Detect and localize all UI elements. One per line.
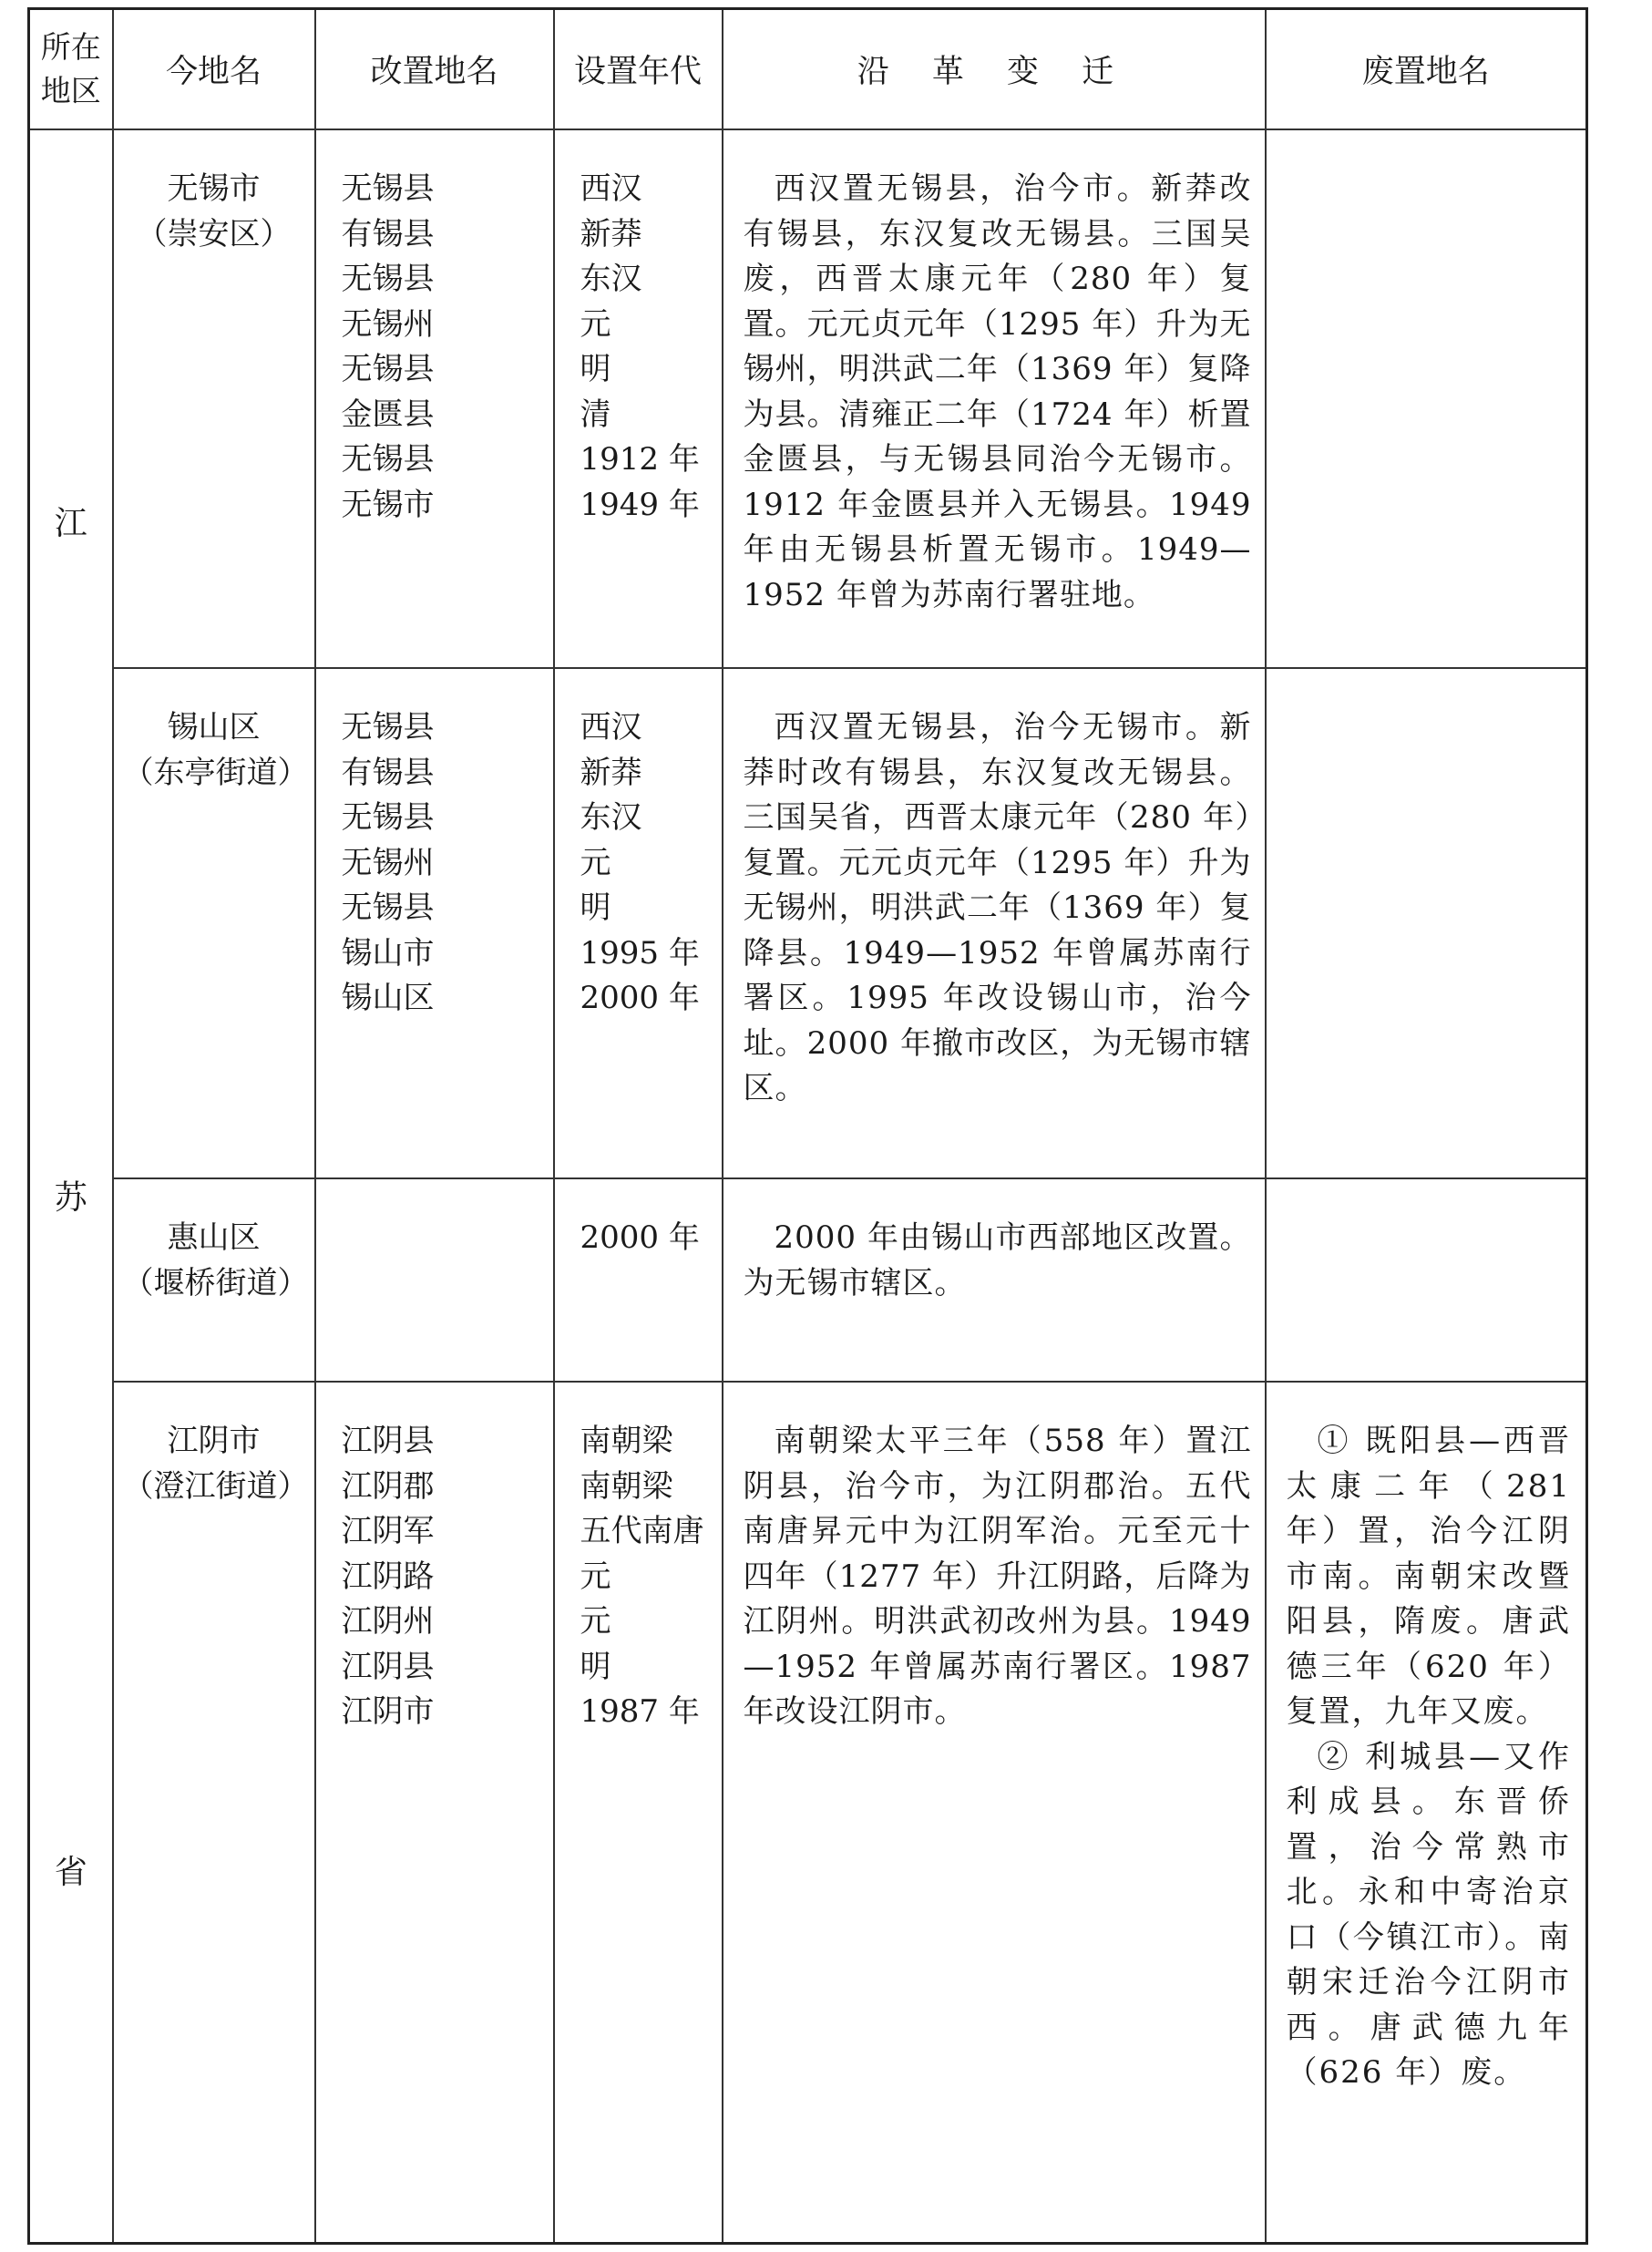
header-era: 设置年代 — [554, 9, 723, 130]
era-item: 1987 年 — [580, 1693, 700, 1730]
abolished-cell — [1266, 129, 1587, 668]
abolished-cell — [1266, 668, 1587, 1178]
era-item: 南朝梁 — [580, 1467, 673, 1505]
header-region-line1: 所在 — [40, 29, 101, 65]
renamed-item: 江阴州 — [341, 1603, 435, 1640]
table-row — [29, 1382, 1587, 2244]
era-item: 元 — [580, 844, 611, 881]
current-name: 无锡市 — [167, 170, 261, 207]
era-item: 明 — [580, 351, 611, 387]
history-cell: 西汉置无锡县，治今无锡市。新莽时改有锡县，东汉复改无锡县。三国吴省，西晋太康元年（280 年）复置。元元贞元年（1295 年）升为无锡州，明洪武二年（1369 年）复降县。1949—1952 年曾属苏南行署区。1995 年改设锡山市，治今址。2000 年撤市改区，为无锡市辖区。 — [723, 668, 1266, 1178]
current-name: 锡山区 — [167, 709, 261, 746]
history-cell: 2000 年由锡山市西部地区改置。为无锡市辖区。 — [723, 1178, 1266, 1382]
current-seat: （东亭街道） — [122, 754, 309, 791]
renamed-item: 金匮县 — [341, 396, 435, 433]
header-row — [29, 9, 1587, 130]
era-cell — [554, 1178, 723, 1382]
header-abolished: 废置地名 — [1266, 9, 1587, 130]
renamed-item: 无锡县 — [341, 709, 435, 746]
current-name: 惠山区 — [167, 1219, 261, 1256]
region-char: 苏 — [54, 1179, 87, 1217]
current-seat: （崇安区） — [136, 215, 292, 252]
region-cell — [29, 129, 113, 2244]
era-item: 明 — [580, 889, 611, 926]
renamed-item: 无锡县 — [341, 261, 435, 297]
region-char: 江 — [54, 505, 87, 542]
era-item: 2000 年 — [580, 980, 700, 1016]
era-item: 西汉 — [580, 709, 642, 746]
renamed-item: 无锡县 — [341, 170, 435, 207]
era-item: 五代南唐 — [580, 1513, 704, 1549]
era-item: 东汉 — [580, 261, 642, 297]
era-item: 2000 年 — [580, 1219, 700, 1256]
region-char: 省 — [54, 1854, 87, 1891]
abolished-cell — [1266, 1382, 1587, 2244]
renamed-item: 锡山市 — [341, 934, 435, 972]
renamed-item: 有锡县 — [341, 754, 435, 791]
renamed-item: 江阴县 — [341, 1648, 435, 1685]
renamed-item: 江阴郡 — [341, 1467, 435, 1505]
era-item: 元 — [580, 305, 611, 343]
era-cell — [554, 668, 723, 1178]
renamed-item: 江阴军 — [341, 1513, 435, 1549]
era-item: 清 — [580, 396, 611, 433]
abolished-entry: ① 既阳县—西晋太康二年（281 年）置，治今江阴市南。南朝宋改暨阳县，隋废。唐武德三年（620 年）复置，九年又废。 — [1286, 1423, 1571, 1730]
abolished-entry: ② 利城县—又作利成县。东晋侨置，治今常熟市北。永和中寄治京口（今镇江市）。南朝宋迁治今江阴市西。唐武德九年（626 年）废。 — [1286, 1738, 1571, 2091]
header-renamed: 改置地名 — [315, 9, 554, 130]
current-name-cell — [113, 1382, 315, 2244]
renamed-item: 江阴县 — [341, 1423, 435, 1459]
renamed-item: 无锡县 — [341, 351, 435, 387]
renamed-cell — [315, 1382, 554, 2244]
current-name-cell — [113, 129, 315, 668]
header-history: 沿 革 变 迁 — [723, 9, 1266, 130]
renamed-item: 江阴市 — [341, 1693, 435, 1730]
renamed-item: 无锡州 — [341, 305, 435, 343]
era-item: 南朝梁 — [580, 1423, 673, 1459]
era-item: 1949 年 — [580, 486, 700, 523]
era-item: 东汉 — [580, 799, 642, 836]
renamed-item: 锡山区 — [341, 980, 435, 1016]
header-current-name: 今地名 — [113, 9, 315, 130]
era-item: 明 — [580, 1648, 611, 1685]
current-name-cell — [113, 668, 315, 1178]
era-item: 1912 年 — [580, 441, 700, 478]
era-item: 西汉 — [580, 170, 642, 207]
gazetteer-page — [27, 7, 1585, 2245]
era-item: 新莽 — [580, 215, 642, 252]
renamed-cell — [315, 668, 554, 1178]
current-name-cell — [113, 1178, 315, 1382]
era-item: 1995 年 — [580, 934, 700, 972]
era-cell — [554, 1382, 723, 2244]
table-row — [29, 668, 1587, 1178]
era-cell — [554, 129, 723, 668]
current-name: 江阴市 — [167, 1423, 261, 1459]
renamed-item: 无锡县 — [341, 889, 435, 926]
renamed-cell — [315, 129, 554, 668]
renamed-item: 无锡州 — [341, 844, 435, 881]
current-seat: （澄江街道） — [122, 1467, 309, 1505]
history-cell: 西汉置无锡县，治今市。新莽改有锡县，东汉复改无锡县。三国吴废，西晋太康元年（280 年）复置。元元贞元年（1295 年）升为无锡州，明洪武二年（1369 年）复降为县。清雍正二年（1724 年）析置金匮县，与无锡县同治今无锡市。1912 年金匮县并入无锡县。1949 年由无锡县析置无锡市。1949—1952 年曾为苏南行署驻地。 — [723, 129, 1266, 668]
era-item: 元 — [580, 1603, 611, 1640]
header-region — [29, 9, 113, 130]
renamed-cell — [315, 1178, 554, 1382]
era-item: 新莽 — [580, 754, 642, 791]
renamed-item: 无锡县 — [341, 441, 435, 478]
header-region-line2: 地区 — [40, 73, 101, 108]
table-row — [29, 129, 1587, 668]
current-seat: （堰桥街道） — [122, 1264, 309, 1301]
era-item: 元 — [580, 1558, 611, 1595]
renamed-item: 无锡市 — [341, 486, 435, 523]
gazetteer-table — [27, 7, 1588, 2245]
history-cell: 南朝梁太平三年（558 年）置江阴县，治今市，为江阴郡治。五代南唐昇元中为江阴军治。元至元十四年（1277 年）升江阴路，后降为江阴州。明洪武初改州为县。1949—1952 年曾属苏南行署区。1987 年改设江阴市。 — [723, 1382, 1266, 2244]
renamed-item: 有锡县 — [341, 215, 435, 252]
renamed-item: 无锡县 — [341, 799, 435, 836]
table-row — [29, 1178, 1587, 1382]
abolished-cell — [1266, 1178, 1587, 1382]
renamed-item: 江阴路 — [341, 1558, 435, 1595]
